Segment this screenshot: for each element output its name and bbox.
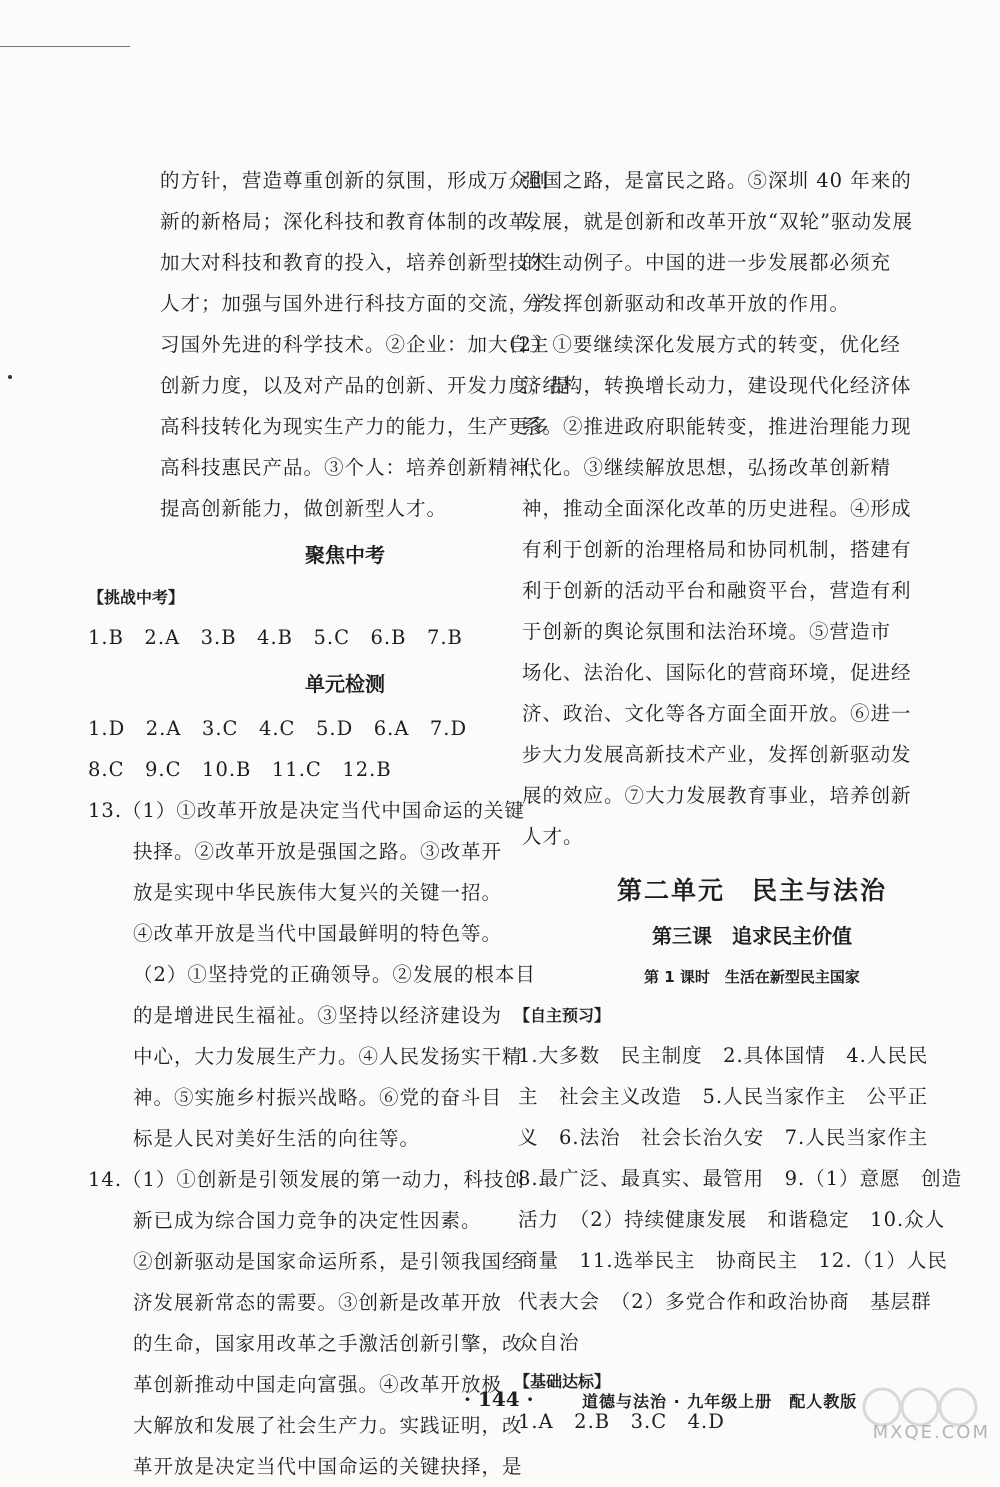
text-line: （2）①要继续深化发展方式的转变，优化经 bbox=[498, 333, 901, 356]
text-line: 抉择。②改革开放是强国之路。③改革开 bbox=[133, 840, 503, 863]
focus-heading: 聚焦中考 bbox=[305, 543, 385, 567]
text-line: 中心，大力发展生产力。④人民发扬实干精 bbox=[133, 1045, 523, 1068]
text-line: ④改革开放是当代中国最鲜明的特色等。 bbox=[133, 922, 503, 945]
text-line: 的方针，营造尊重创新的氛围，形成万众创 bbox=[160, 169, 550, 192]
text-line: 1.大多数 民主制度 2.具体国情 4.人民民 bbox=[518, 1044, 929, 1067]
text-line: 有利于创新的治理格局和协同机制，搭建有 bbox=[522, 538, 912, 561]
text-line: 习国外先进的科学技术。②企业：加大自主 bbox=[160, 333, 550, 356]
text-line: 革开放是决定当代中国命运的关键抉择，是 bbox=[133, 1455, 523, 1478]
text-line: 强国之路，是富民之路。⑤深圳 40 年来的 bbox=[522, 169, 912, 192]
unit-test-answers bbox=[88, 708, 575, 790]
text-line: 的生动例子。中国的进一步发展都必须充 bbox=[522, 251, 892, 274]
text-line: 创新力度，以及对产品的创新、开发力度；提 bbox=[160, 374, 571, 397]
text-line: 义 6.法治 社会长治久安 7.人民当家作主 bbox=[518, 1126, 929, 1149]
text-line: 的是增进民生福祉。③坚持以经济建设为 bbox=[133, 1004, 503, 1027]
watermark-text: MXQE.COM bbox=[872, 1422, 990, 1443]
text-line: 13.（1）①改革开放是决定当代中国命运的关键 bbox=[88, 799, 525, 822]
text-line: 步大力发展高新技术产业，发挥创新驱动发 bbox=[522, 743, 912, 766]
text-line: 代表大会 （2）多党合作和政治协商 基层群 bbox=[518, 1290, 932, 1313]
unit-test-heading: 单元检测 bbox=[305, 672, 385, 696]
text-line: 人才。 bbox=[522, 825, 584, 848]
basic-tag: 【基础达标】 bbox=[514, 1372, 611, 1391]
text-line: 济结构，转换增长动力，建设现代化经济体 bbox=[522, 374, 912, 397]
text-line: ②创新驱动是国家命运所系，是引领我国经 bbox=[133, 1250, 523, 1273]
lesson-heading: 第三课 追求民主价值 bbox=[652, 924, 852, 948]
text-line: 14.（1）①创新是引领发展的第一动力，科技创 bbox=[88, 1168, 525, 1191]
preview-tag: 【自主预习】 bbox=[514, 1006, 611, 1025]
challenge-tag: 【挑战中考】 bbox=[88, 588, 185, 607]
text-line: 主 社会主义改造 5.人民当家作主 公平正 bbox=[518, 1085, 929, 1108]
scan-speck bbox=[8, 375, 12, 379]
question-13 bbox=[88, 790, 575, 1159]
text-line: 发展，就是创新和改革开放“双轮”驱动发展 bbox=[522, 210, 913, 233]
text-line: 新的新格局；深化科技和教育体制的改革， bbox=[160, 210, 550, 233]
text-line: 商量 11.选举民主 协商民主 12.（1）人民 bbox=[518, 1249, 948, 1272]
answer-line: 1.A 2.B 3.C 4.D bbox=[518, 1410, 725, 1433]
text-line: 人才；加强与国外进行科技方面的交流，学 bbox=[160, 292, 550, 315]
text-line: 的生命，国家用改革之手激活创新引擎，改 bbox=[133, 1332, 523, 1355]
answer-line: 8.C 9.C 10.B 11.C 12.B bbox=[88, 758, 392, 781]
page-number: · 144 · bbox=[464, 1387, 534, 1411]
period-heading: 第 1 课时 生活在新型民主国家 bbox=[644, 968, 860, 986]
challenge-answers bbox=[88, 617, 575, 658]
answer-line: 1.D 2.A 3.C 4.C 5.D 6.A 7.D bbox=[88, 717, 468, 740]
text-line: 神。⑤实施乡村振兴战略。⑥党的奋斗目 bbox=[133, 1086, 503, 1109]
text-line: 放是实现中华民族伟大复兴的关键一招。 bbox=[133, 881, 503, 904]
question-14 bbox=[88, 1159, 575, 1487]
text-line: 展的效应。⑦大力发展教育事业，培养创新 bbox=[522, 784, 912, 807]
text-line: 代化。③继续解放思想，弘扬改革创新精 bbox=[522, 456, 892, 479]
text-line: 高科技转化为现实生产力的能力，生产更多 bbox=[160, 415, 550, 438]
text-line: 于创新的舆论氛围和法治环境。⑤营造市 bbox=[522, 620, 892, 643]
text-line: 高科技惠民产品。③个人：培养创新精神， bbox=[160, 456, 550, 479]
text-line: 场化、法治化、国际化的营商环境，促进经 bbox=[522, 661, 912, 684]
text-line: 济发展新常态的需要。③创新是改革开放 bbox=[133, 1291, 503, 1314]
text-line: 活力 （2）持续健康发展 和谐稳定 10.众人 bbox=[518, 1208, 946, 1231]
text-line: 神，推动全面深化改革的历史进程。④形成 bbox=[522, 497, 912, 520]
text-line: 标是人民对美好生活的向往等。 bbox=[133, 1127, 421, 1150]
top-rule bbox=[0, 46, 130, 47]
text-line: 提高创新能力，做创新型人才。 bbox=[160, 497, 448, 520]
continued-paragraph bbox=[498, 160, 982, 857]
text-line: 新已成为综合国力竞争的决定性因素。 bbox=[133, 1209, 482, 1232]
text-line: 分发挥创新驱动和改革开放的作用。 bbox=[522, 292, 851, 315]
text-line: 济、政治、文化等各方面全面开放。⑥进一 bbox=[522, 702, 912, 725]
book-title: 道德与法治 · 九年级上册 配人教版 bbox=[582, 1392, 858, 1411]
text-line: 系。②推进政府职能转变，推进治理能力现 bbox=[522, 415, 912, 438]
answer-line: 1.B 2.A 3.B 4.B 5.C 6.B 7.B bbox=[88, 626, 463, 649]
text-line: 众自治 bbox=[518, 1331, 580, 1354]
text-line: （2）①坚持党的正确领导。②发展的根本目 bbox=[133, 963, 536, 986]
text-line: 加大对科技和教育的投入，培养创新型技术 bbox=[160, 251, 550, 274]
unit-heading: 第二单元 民主与法治 bbox=[616, 876, 887, 905]
text-line: 大解放和发展了社会生产力。实践证明，改 bbox=[133, 1414, 523, 1437]
preview-answers bbox=[518, 1035, 982, 1363]
text-line: 8.最广泛、最真实、最管用 9.（1）意愿 创造 bbox=[518, 1167, 963, 1190]
text-line: 革创新推动中国走向富强。④改革开放极 bbox=[133, 1373, 503, 1396]
text-line: 利于创新的活动平台和融资平台，营造有利 bbox=[522, 579, 912, 602]
